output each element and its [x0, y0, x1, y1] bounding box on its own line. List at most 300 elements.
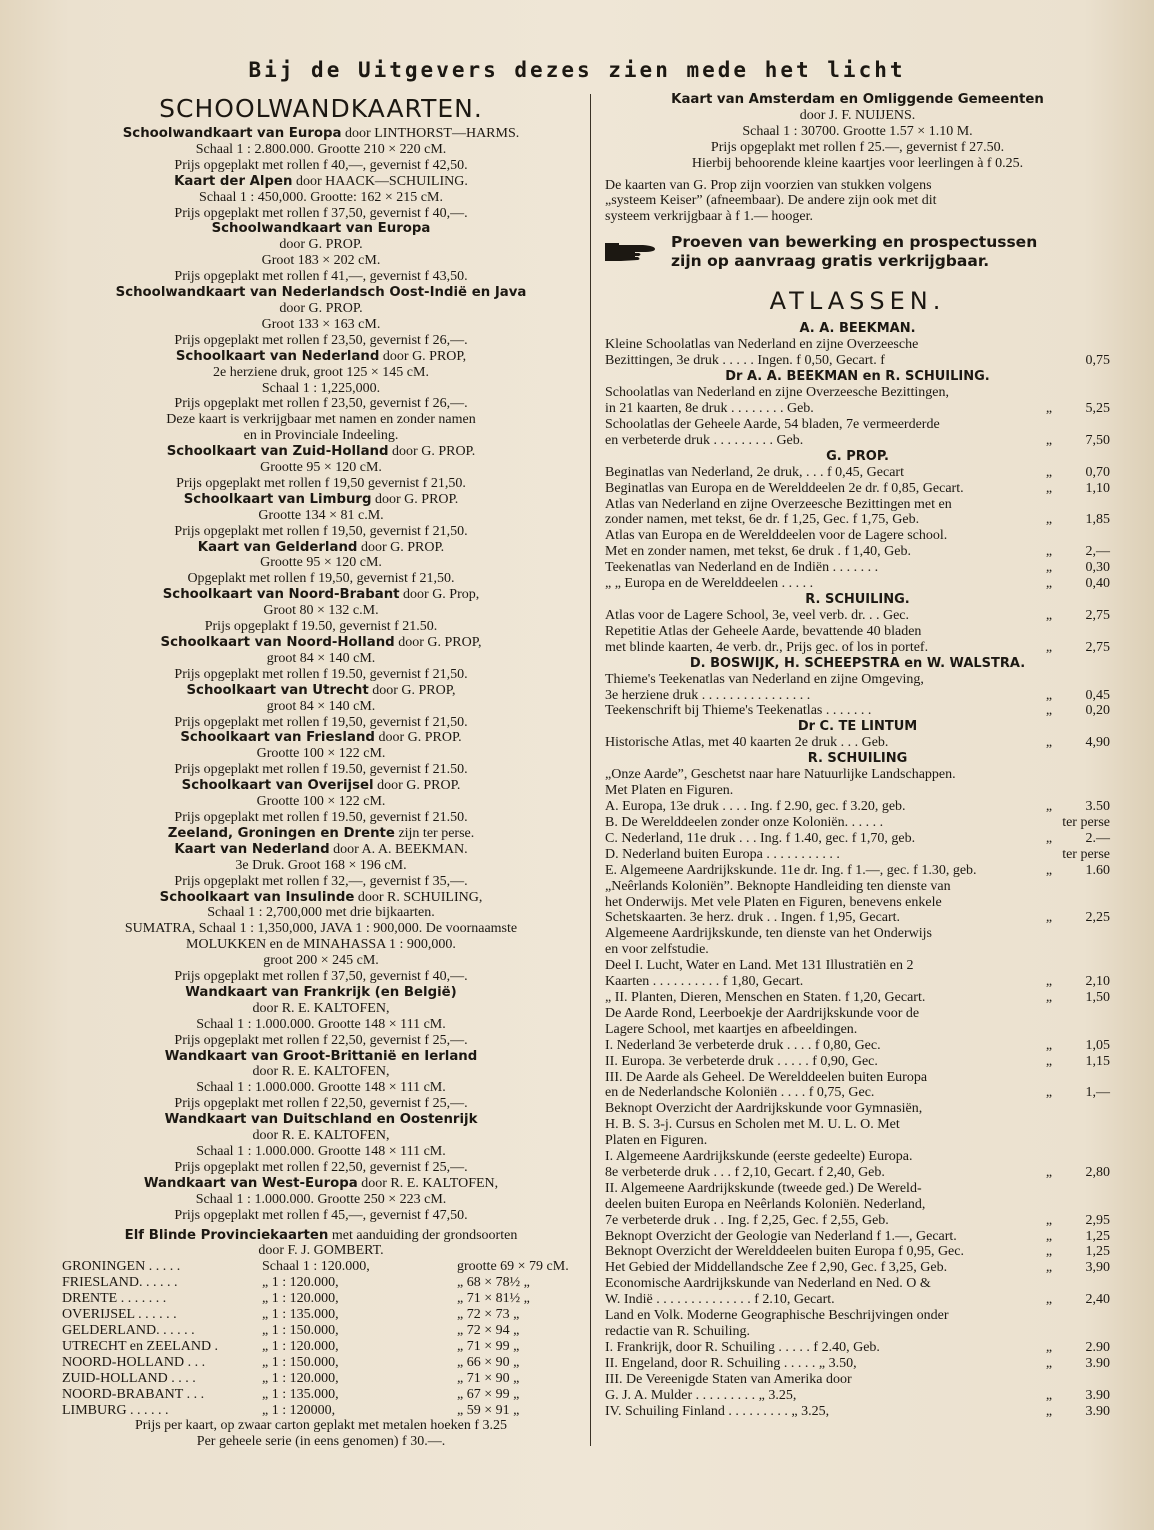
entry-text: door R. SCHUILING, [354, 889, 483, 905]
wall-map-line [62, 953, 580, 969]
amsterdam-line [605, 92, 1110, 108]
atlas-price: 1,85 [1085, 512, 1110, 528]
atlas-row [605, 1276, 1110, 1292]
entry-title: Wandkaart van Groot-Brittanië en Ierland [164, 1048, 478, 1064]
province-table [62, 1259, 580, 1418]
wall-map-line [62, 190, 580, 206]
atlas-row-text: Lagere School, met kaartjes en afbeeldingen. [605, 1021, 858, 1037]
atlas-row [605, 1372, 1110, 1388]
province-scale: „ 1 : 135.000, [262, 1307, 339, 1323]
province-size: „ 71 × 90 „ [457, 1370, 520, 1386]
entry-text: door G. PROP. [371, 491, 459, 507]
atlas-price: 2,10 [1085, 974, 1110, 990]
publisher-heading: G. PROP. [826, 448, 889, 464]
atlas-price: 2,95 [1085, 1212, 1110, 1228]
ditto-mark: „ [1045, 544, 1053, 560]
atlas-row-text: Repetitie Atlas der Geheele Aarde, bevattende 40 bladen [605, 623, 922, 639]
wall-map-line [62, 142, 580, 158]
atlas-row [605, 1070, 1110, 1086]
atlas-row-text: met blinde kaarten, 4e verb. dr., Prijs gec. of los in portef. [605, 639, 929, 655]
wall-map-line [62, 587, 580, 603]
atlas-row [605, 528, 1110, 544]
entry-text: door G. PROP, [379, 348, 467, 364]
entry-text: door LINTHORST—HARMS. [341, 126, 520, 141]
ditto-mark: „ [1045, 1260, 1053, 1276]
entry-text: Schaal 1 : 1.000.000. Grootte 148 × 111 cM. [196, 1016, 446, 1032]
entry-text: door G. PROP. [374, 730, 462, 746]
entry-title: Schoolkaart van Utrecht [186, 682, 369, 698]
entry-text: Schaal 1 : 2.800.000. Grootte 210 × 220 cM. [195, 141, 447, 157]
entry-text: Grootte 134 × 81 c.M. [258, 507, 384, 523]
entry-text: Prijs opgeplakt met rollen f 25.—, gevernist f 27.50. [710, 139, 1005, 155]
province-row [62, 1323, 580, 1339]
atlas-price: 0,45 [1085, 687, 1110, 703]
wall-map-line [62, 715, 580, 731]
atlas-row [605, 895, 1110, 911]
atlas-row [605, 401, 1110, 417]
atlas-row [605, 926, 1110, 942]
wall-map-line [62, 269, 580, 285]
wall-map-line [62, 221, 580, 237]
entry-text: door R. E. KALTOFEN, [252, 1128, 390, 1144]
wall-map-line [62, 508, 580, 524]
atlas-row-text: Atlas van Nederland en zijne Overzeesche Bezittingen met en [605, 496, 952, 512]
column-divider [590, 94, 591, 1446]
entry-text: Schaal 1 : 2,700,000 met drie bijkaarten. [207, 905, 435, 921]
amsterdam-line [605, 140, 1110, 156]
atlas-row [605, 433, 1110, 449]
atlas-row-text: Schetskaarten. 3e herz. druk . . Ingen. f 1,95, Gecart. [605, 910, 901, 926]
wall-map-line [62, 317, 580, 333]
entry-title: Schoolkaart van Insulinde [159, 889, 355, 905]
atlas-row-text: Beginatlas van Europa en de Werelddeelen 2e dr. f 0,85, Gecart. [605, 480, 964, 496]
atlas-price: 0,30 [1085, 560, 1110, 576]
amsterdam-listing [605, 92, 1110, 172]
publisher-heading: Dr A. A. BEEKMAN en R. SCHUILING. [725, 369, 990, 385]
province-row [62, 1371, 580, 1387]
wall-map-line [62, 492, 580, 508]
entry-text: Prijs opgeplakt met rollen f 32,—, gevernist f 35,—. [174, 873, 468, 889]
wall-map-line [62, 905, 580, 921]
province-name: GELDERLAND. . . . . . [62, 1322, 195, 1338]
atlas-row-text: „Neêrlands Koloniën”. Beknopte Handleiding ten dienste van [605, 878, 951, 894]
entry-title: Schoolkaart van Limburg [183, 491, 372, 507]
atlas-price: 1,05 [1085, 1037, 1110, 1053]
atlas-row [605, 847, 1110, 863]
wall-map-line [62, 1144, 580, 1160]
atlas-price: 3.90 [1085, 1355, 1110, 1371]
wall-map-line [62, 444, 580, 460]
atlas-row [605, 560, 1110, 576]
entry-text: Prijs opgeplakt met rollen f 19,50 gevernist f 21,50. [176, 475, 466, 491]
wall-map-line [62, 730, 580, 746]
ditto-mark: „ [1045, 1164, 1053, 1180]
wall-map-line [62, 396, 580, 412]
entry-text: door A. A. BEEKMAN. [329, 841, 468, 857]
entry-text: door G. PROP. [357, 539, 445, 555]
atlas-row [605, 1213, 1110, 1229]
right-column [605, 92, 1110, 1419]
atlas-row-text: deelen buiten Europa en Neêrlands Koloniën. Nederland, [605, 1196, 926, 1212]
entry-text: Grootte 100 × 122 cM. [256, 794, 386, 810]
province-name: DRENTE . . . . . . . [62, 1291, 167, 1307]
atlas-price: ter perse [1062, 846, 1110, 862]
ditto-mark: „ [1045, 480, 1053, 496]
wall-map-line [62, 206, 580, 222]
atlas-row [605, 1404, 1110, 1420]
atlas-row [605, 942, 1110, 958]
entry-text: Prijs opgeplakt met rollen f 19,50, gevernist f 21,50. [174, 523, 468, 539]
entry-title: Schoolkaart van Noord-Holland [160, 635, 395, 650]
atlas-row [605, 1038, 1110, 1054]
entry-text: door R. E. KALTOFEN, [357, 1175, 499, 1191]
price-note: Prijs per kaart, op zwaar carton geplakt met metalen hoeken f 3.25 [134, 1418, 508, 1434]
ditto-mark: „ [1045, 910, 1053, 926]
wall-map-line [62, 540, 580, 556]
atlas-row [605, 1340, 1110, 1356]
atlas-price: 2,80 [1085, 1164, 1110, 1180]
promo-line-2: zijn op aanvraag gratis verkrijgbaar. [671, 252, 990, 271]
atlas-row [605, 767, 1110, 783]
atlas-row-text: Kaarten . . . . . . . . . . f 1,80, Gecart. [605, 974, 804, 990]
ditto-mark: „ [1045, 989, 1053, 1005]
atlas-price: 0,20 [1085, 703, 1110, 719]
atlas-row-text: E. Algemeene Aardrijkskunde. 11e dr. Ing. f 1.—, gec. f 1.30, geb. [605, 862, 977, 878]
atlas-row-text: W. Indië . . . . . . . . . . . . . . f 2.10, Gecart. [605, 1292, 835, 1308]
province-size: „ 66 × 90 „ [457, 1354, 520, 1370]
wall-map-line [62, 1033, 580, 1049]
entry-text: Groot 133 × 163 cM. [261, 316, 381, 332]
atlas-price: 1,10 [1085, 480, 1110, 496]
atlas-row [605, 640, 1110, 656]
provincie-heading [62, 1228, 580, 1244]
wall-map-line [62, 381, 580, 397]
entry-title: Kaart der Alpen [174, 173, 293, 189]
atlas-price: 1,25 [1085, 1228, 1110, 1244]
province-name: UTRECHT en ZEELAND . [62, 1338, 219, 1354]
atlas-row [605, 1356, 1110, 1372]
entry-title: Kaart van Gelderland [197, 539, 358, 555]
wall-map-line [62, 874, 580, 890]
atlas-row-text: Met Platen en Figuren. [605, 783, 734, 799]
province-name: NOORD-HOLLAND . . . [62, 1354, 206, 1370]
promo-block [605, 233, 1110, 271]
wall-map-line [62, 555, 580, 571]
atlas-row-text: III. De Aarde als Geheel. De Werelddeelen buiten Europa [605, 1069, 928, 1085]
entry-text: Prijs opgeplakt met rollen f 22,50, gevernist f 25,—. [174, 1032, 468, 1048]
publisher-heading: R. SCHUILING. [805, 591, 910, 607]
atlas-row-text: Beknopt Overzicht der Geologie van Nederland f 1.—, Gecart. [605, 1228, 957, 1244]
atlas-price: 1.60 [1085, 862, 1110, 878]
province-name: OVERIJSEL . . . . . . [62, 1307, 177, 1323]
wall-map-line [62, 333, 580, 349]
atlas-row [605, 1054, 1110, 1070]
entry-title: Schoolwandkaart van Europa [122, 126, 342, 141]
atlas-price: 3.50 [1085, 799, 1110, 815]
atlas-row-text: G. J. A. Mulder . . . . . . . . . „ 3.25, [605, 1387, 797, 1403]
ditto-mark: „ [1045, 1355, 1053, 1371]
wall-map-line [62, 460, 580, 476]
ditto-mark: „ [1045, 1292, 1053, 1308]
atlas-row-text: I. Algemeene Aardrijkskunde (eerste gedeelte) Europa. [605, 1149, 913, 1165]
province-scale: „ 1 : 120.000, [262, 1370, 339, 1386]
page-header: Bij de Uitgevers dezes zien mede het licht [248, 58, 906, 82]
atlas-row-text: Algemeene Aardrijkskunde, ten dienste van het Onderwijs [605, 926, 932, 942]
atlas-row [605, 1085, 1110, 1101]
entry-text: door G. PROP, [394, 635, 482, 650]
ditto-mark: „ [1045, 560, 1053, 576]
atlas-row-text: Economische Aardrijkskunde van Nederland en Ned. O & [605, 1276, 931, 1292]
atlas-row [605, 544, 1110, 560]
wall-map-line [62, 619, 580, 635]
ditto-mark: „ [1045, 432, 1053, 448]
entry-text: Groot 80 × 132 c.M. [263, 603, 379, 619]
atlas-row [605, 608, 1110, 624]
province-scale: „ 1 : 120.000, [262, 1338, 339, 1354]
entry-text: groot 84 × 140 cM. [266, 650, 376, 666]
atlas-price: 1,50 [1085, 989, 1110, 1005]
atlas-row-text: en voor zelfstudie. [605, 942, 709, 958]
atlas-row [605, 1324, 1110, 1340]
ditto-mark: „ [1045, 1085, 1053, 1101]
entry-title: Wandkaart van West-Europa [143, 1175, 358, 1191]
province-row [62, 1387, 580, 1403]
ditto-mark: „ [1045, 400, 1053, 416]
atlas-row-text: Thieme's Teekenatlas van Nederland en zijne Omgeving, [605, 671, 924, 687]
province-scale: „ 1 : 120.000, [262, 1275, 339, 1291]
atlas-row [605, 1197, 1110, 1213]
publisher-heading: A. A. BEEKMAN. [799, 321, 916, 337]
entry-text: door HAACK—SCHUILING. [292, 173, 468, 189]
wall-map-line [62, 603, 580, 619]
atlas-row [605, 1165, 1110, 1181]
wall-map-line [62, 1064, 580, 1080]
wall-map-line [62, 126, 580, 142]
atlas-row [605, 974, 1110, 990]
wall-map-line [62, 237, 580, 253]
wall-map-line [62, 858, 580, 874]
entry-text: Prijs opgeplakt met rollen f 37,50, gevernist f 40,—. [174, 969, 468, 985]
atlas-row-text: 3e herziene druk . . . . . . . . . . . . . . . . [605, 687, 811, 703]
ditto-mark: „ [1045, 1403, 1053, 1419]
wall-map-line [62, 1017, 580, 1033]
atlas-row [605, 624, 1110, 640]
atlas-row-text: Schoolatlas van Nederland en zijne Overzeesche Bezittingen, [605, 385, 950, 401]
atlas-row [605, 1181, 1110, 1197]
atlas-row-text: het Onderwijs. Met vele Platen en Figuren, benevens enkele [605, 894, 942, 910]
atlas-row-text: 7e verbeterde druk . . Ing. f 2,25, Gec. f 2,55, Geb. [605, 1212, 889, 1228]
entry-text: MOLUKKEN en de MINAHASSA 1 : 900,000. [186, 937, 456, 953]
provincie-author: door F. J. GOMBERT. [258, 1243, 384, 1259]
atlas-price: 3,90 [1085, 1260, 1110, 1276]
province-name: FRIESLAND. . . . . . [62, 1275, 178, 1291]
province-size: „ 72 × 94 „ [457, 1322, 520, 1338]
series-note: Per geheele serie (in eens genomen) f 30.—. [196, 1434, 446, 1450]
publisher-heading: Dr C. TE LINTUM [797, 719, 918, 735]
wall-map-line [62, 476, 580, 492]
atlas-row-text: Atlas voor de Lagere School, 3e, veel verb. dr. . . Gec. [605, 607, 910, 623]
entry-text: door R. E. KALTOFEN, [252, 1064, 390, 1080]
wall-map-line [62, 762, 580, 778]
atlas-row-text: en de Nederlandsche Koloniën . . . . f 0,75, Gec. [605, 1085, 875, 1101]
prop-note [605, 178, 1110, 226]
wall-map-line [62, 699, 580, 715]
province-name: LIMBURG . . . . . . [62, 1402, 169, 1418]
wall-map-line [62, 969, 580, 985]
entry-text: Deze kaart is verkrijgbaar met namen en zonder namen [166, 412, 476, 428]
entry-text: Schaal 1 : 1,225,000. [261, 380, 381, 396]
atlas-row [605, 783, 1110, 799]
entry-text: Prijs opgeplakt met rollen f 19.50, gevernist f 21.50. [174, 809, 468, 825]
entry-title: Schoolkaart van Noord-Brabant [162, 587, 400, 603]
wall-map-line [62, 412, 580, 428]
entry-title: Schoolkaart van Nederland [175, 348, 380, 364]
entry-text: door G. PROP, [368, 682, 456, 698]
entry-title: Schoolkaart van Friesland [180, 730, 375, 746]
atlas-row [605, 879, 1110, 895]
atlas-row-text: I. Frankrijk, door R. Schuiling . . . . . f 2.40, Geb. [605, 1339, 880, 1355]
entry-text: en in Provinciale Indeeling. [243, 428, 399, 444]
atlas-row [605, 1101, 1110, 1117]
atlas-row [605, 990, 1110, 1006]
province-scale: Schaal 1 : 120.000, [262, 1259, 370, 1275]
wall-map-line [62, 285, 580, 301]
atlas-row [605, 1292, 1110, 1308]
entry-text: Prijs opgeplakt met rollen f 37,50, gevernist f 40,—. [174, 205, 468, 221]
entry-text: Prijs opgeplakt met rollen f 41,—, gevernist f 43,50. [174, 269, 468, 285]
atlas-row-text: Kleine Schoolatlas van Nederland en zijne Overzeesche [605, 337, 919, 353]
province-size: „ 71 × 99 „ [457, 1338, 520, 1354]
atlas-row [605, 672, 1110, 688]
atlas-row-text: D. Nederland buiten Europa . . . . . . . . . . . [605, 846, 840, 862]
atlas-row-text: B. De Werelddeelen zonder onze Koloniën. . . . . . [605, 815, 884, 830]
promo-line-1: Proeven van bewerking en prospectussen [671, 233, 1038, 252]
province-row [62, 1339, 580, 1355]
province-size: „ 71 × 81½ „ [457, 1291, 530, 1307]
entry-text: Hierbij behoorende kleine kaartjes voor leerlingen à f 0.25. [691, 155, 1024, 171]
wall-map-line [62, 890, 580, 906]
atlas-row-text: III. De Vereenigde Staten van Amerika door [605, 1371, 852, 1387]
wall-map-line [62, 1160, 580, 1176]
atlas-row-text: I. Nederland 3e verbeterde druk . . . . f 0,80, Gec. [605, 1037, 881, 1053]
entry-text: Schaal 1 : 1.000.000. Grootte 250 × 223 cM. [195, 1191, 447, 1207]
ditto-mark: „ [1045, 1053, 1053, 1069]
entry-text: Prijs opgeplakt met rollen f 22,50, gevernist f 25,—. [174, 1096, 468, 1112]
atlas-row [605, 703, 1110, 719]
pointing-hand-icon [605, 240, 657, 264]
atlas-price: 2,75 [1085, 607, 1110, 623]
province-size: „ 72 × 73 „ [457, 1307, 520, 1323]
atlas-price: 5,25 [1085, 400, 1110, 416]
ditto-mark: „ [1045, 974, 1053, 990]
atlas-row-text: Beknopt Overzicht der Werelddeelen buiten Europa f 0,95, Gec. [605, 1244, 964, 1260]
atlas-price: ter perse [1062, 815, 1110, 830]
entry-text: Opgeplakt met rollen f 19,50, gevernist f 21,50. [187, 571, 455, 587]
atlas-row-text: Beknopt Overzicht der Aardrijkskunde voor Gymnasiën, [605, 1101, 923, 1117]
entry-text: Groot 183 × 202 cM. [261, 253, 381, 269]
atlas-listing [605, 321, 1110, 1419]
entry-text: Prijs opgeplakt met rollen f 23,50, gevernist f 26,—. [174, 332, 468, 348]
atlas-row [605, 1308, 1110, 1324]
ditto-mark: „ [1045, 1228, 1053, 1244]
wall-map-line [62, 1176, 580, 1192]
entry-title: Kaart van Amsterdam en Omliggende Gemeenten [671, 92, 1044, 107]
atlas-row [605, 465, 1110, 481]
atlas-row [605, 1229, 1110, 1245]
wall-map-listing [62, 126, 580, 1224]
ditto-mark: „ [1045, 1244, 1053, 1260]
schoolwandkaarten-title: SCHOOLWANDKAARTEN. [159, 94, 483, 123]
entry-text: Prijs opgeplakt f 19.50, gevernist f 21.50. [204, 619, 438, 635]
ditto-mark: „ [1045, 830, 1053, 846]
ditto-mark: „ [1045, 1387, 1053, 1403]
atlas-row-text: Teekenatlas van Nederland en de Indiën . . . . . . . [605, 560, 879, 576]
left-column [62, 92, 580, 1450]
ditto-mark: „ [1045, 687, 1053, 703]
ditto-mark: „ [1045, 1212, 1053, 1228]
atlas-row-text: H. B. S. 3-j. Cursus en Scholen met M. U. L. O. Met [605, 1117, 900, 1133]
atlas-row-text: II. Europa. 3e verbeterde druk . . . . . f 0,90, Gec. [605, 1053, 878, 1069]
province-scale: „ 1 : 120000, [262, 1402, 336, 1418]
atlas-row-text: De Aarde Rond, Leerboekje der Aardrijkskunde voor de [605, 1005, 920, 1021]
entry-text: groot 84 × 140 cM. [266, 698, 376, 714]
entry-text: door J. F. NUIJENS. [799, 107, 916, 123]
wall-map-line [62, 635, 580, 651]
wall-map-line [62, 985, 580, 1001]
wall-map-line [62, 842, 580, 858]
province-row [62, 1275, 580, 1291]
province-size: grootte 69 × 79 cM. [457, 1259, 569, 1275]
atlas-row-text: en verbeterde druk . . . . . . . . . Geb. [605, 432, 804, 448]
wall-map-line [62, 1192, 580, 1208]
atlas-row-text: redactie van R. Schuiling. [605, 1324, 751, 1339]
wall-map-line [62, 524, 580, 540]
ditto-mark: „ [1045, 735, 1053, 751]
atlas-row-text: Het Gebied der Middellandsche Zee f 2,90, Gec. f 3,25, Geb. [605, 1260, 948, 1276]
atlas-row [605, 910, 1110, 926]
province-name: NOORD-BRABANT . . . [62, 1386, 205, 1402]
entry-text: Schaal 1 : 450,000. Grootte: 162 × 215 cM. [199, 189, 443, 205]
ditto-mark: „ [1045, 862, 1053, 878]
wall-map-line [62, 1112, 580, 1128]
atlas-row-text: Teekenschrift bij Thieme's Teekenatlas . . . . . . . [605, 703, 872, 719]
ditto-mark: „ [1045, 576, 1053, 592]
atlas-row-text: A. Europa, 13e druk . . . . Ing. f 2.90, gec. f 3.20, geb. [605, 799, 906, 815]
entry-text: door G. PROP. [388, 444, 476, 460]
wall-map-line [62, 778, 580, 794]
entry-text: door G. PROP. [373, 778, 461, 794]
ditto-mark: „ [1045, 1037, 1053, 1053]
atlas-price: 3.90 [1085, 1387, 1110, 1403]
province-size: „ 68 × 78½ „ [457, 1275, 530, 1291]
wall-map-line [62, 1128, 580, 1144]
ditto-mark: „ [1045, 639, 1053, 655]
promo-text [671, 233, 1037, 271]
atlas-row [605, 1133, 1110, 1149]
entry-text: door R. E. KALTOFEN, [252, 1000, 390, 1016]
ditto-mark: „ [1045, 512, 1053, 528]
atlas-row [605, 1022, 1110, 1038]
entry-text: Schaal 1 : 30700. Grootte 1.57 × 1.10 M. [742, 123, 973, 139]
atlas-row [605, 576, 1110, 592]
entry-text: door G. PROP. [279, 237, 363, 253]
wall-map-line [62, 1096, 580, 1112]
atlas-row [605, 815, 1110, 831]
provincie-subtitle: met aanduiding der grondsoorten [328, 1227, 518, 1243]
atlassen-title: ATLASSEN. [769, 287, 946, 316]
atlas-row-text: Bezittingen, 3e druk . . . . . Ingen. f 0,50, Gecart. f [605, 353, 885, 369]
entry-title: Wandkaart van Frankrijk (en België) [185, 984, 457, 1000]
